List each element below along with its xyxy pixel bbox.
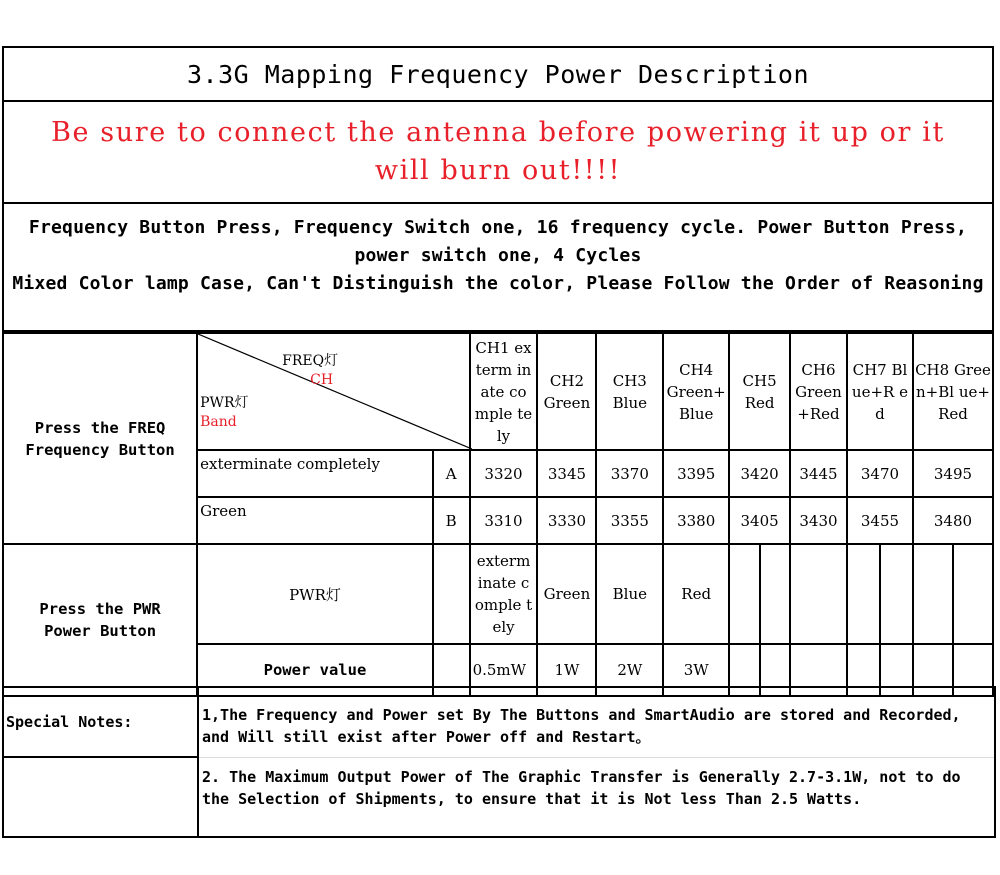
split-half xyxy=(954,545,992,643)
channel-header-text: CH2 Green xyxy=(543,371,591,412)
notes-label: Special Notes: xyxy=(3,687,198,757)
split-half xyxy=(881,545,912,643)
pwr-lamp-4: Red xyxy=(663,544,729,644)
split-cell xyxy=(730,545,789,643)
pwr-lamp-text: exterm inate comple tely xyxy=(474,552,533,636)
power-value-1: 0.5mW xyxy=(470,644,538,696)
band-b-label: B xyxy=(433,497,470,544)
freq-section-label xyxy=(3,333,197,544)
split-cell xyxy=(914,545,992,643)
band-b-lamp: Green xyxy=(197,497,433,544)
pwr-lamp-3: Blue xyxy=(596,544,663,644)
band-b-ch8: 3480 xyxy=(913,497,993,544)
freq-section-label-text: Press the FREQ Frequency Button xyxy=(25,418,175,459)
power-value-3: 2W xyxy=(596,644,663,696)
frequency-power-table xyxy=(2,332,994,697)
band-a-ch1: 3320 xyxy=(470,450,538,497)
band-b-ch3: 3355 xyxy=(596,497,663,544)
band-a-ch3: 3370 xyxy=(596,450,663,497)
band-a-ch4: 3395 xyxy=(663,450,729,497)
pwr-section-label-text: Press the PWR Power Button xyxy=(39,600,161,640)
power-value-label: Power value xyxy=(197,644,433,696)
pwr-lamp-1 xyxy=(470,544,538,644)
pwr-spacer-cell xyxy=(433,544,470,644)
channel-header-ch8 xyxy=(913,333,993,450)
band-b-ch2: 3330 xyxy=(537,497,596,544)
power-value-4: 3W xyxy=(663,644,729,696)
channel-header-text: CH7 Blue+R ed xyxy=(851,360,908,423)
channel-header-ch7 xyxy=(847,333,913,450)
pwr-empty-cell xyxy=(729,544,790,644)
ch-label: CH xyxy=(310,372,334,388)
channel-header-ch6 xyxy=(790,333,847,450)
diagonal-header-cell xyxy=(197,333,469,450)
channel-header-text: CH1 exterm inate comple tely xyxy=(474,338,533,445)
band-label: Band xyxy=(200,414,237,430)
pwr-empty-cell xyxy=(847,544,913,644)
note-2: 2. The Maximum Output Power of The Graphic Transfer is Generally 2.7-3.1W, not to do the Selection of Shipments, to ensure that it is Not less Than 2.5 Watts. xyxy=(198,757,995,837)
pwr-empty-cell xyxy=(913,544,993,644)
split-half xyxy=(761,545,789,643)
band-b-ch7: 3455 xyxy=(847,497,913,544)
pwr-lamp-2: Green xyxy=(537,544,596,644)
band-a-ch8: 3495 xyxy=(913,450,993,497)
band-b-ch5: 3405 xyxy=(729,497,790,544)
channel-header-ch5 xyxy=(729,333,790,450)
channel-header-text: CH5 Red xyxy=(742,371,777,412)
note-1: 1,The Frequency and Power set By The Buttons and SmartAudio are stored and Recorded, and Will still exist after Power off and Restart。 xyxy=(198,687,995,757)
power-value-2: 1W xyxy=(537,644,596,696)
pwr-empty-cell xyxy=(790,544,847,644)
split-cell xyxy=(848,545,912,643)
band-a-ch2: 3345 xyxy=(537,450,596,497)
channel-header-ch1 xyxy=(470,333,538,450)
info-box xyxy=(2,204,994,332)
band-a-lamp: exterminate completely xyxy=(197,450,433,497)
band-b-ch4: 3380 xyxy=(663,497,729,544)
channel-header-text: CH6 Green +Red xyxy=(795,360,842,423)
special-notes xyxy=(2,686,996,838)
channel-header-ch4 xyxy=(663,333,729,450)
channel-header-ch2 xyxy=(537,333,596,450)
warning-banner: Be sure to connect the antenna before powering it up or it will burn out!!!! xyxy=(2,100,994,204)
band-a-ch6: 3445 xyxy=(790,450,847,497)
freq-lamp-label: FREQ灯 xyxy=(282,353,339,369)
pwr-lamp-header: PWR灯 xyxy=(197,544,433,644)
band-a-label: A xyxy=(433,450,470,497)
channel-header-text: CH4 Green+ Blue xyxy=(666,360,726,423)
notes-label-spacer xyxy=(3,757,198,837)
info-line-2: Mixed Color lamp Case, Can't Distinguish the color, Please Follow the Order of Reasoning xyxy=(12,273,984,294)
channel-header-text: CH8 Green+Bl ue+Red xyxy=(915,360,991,423)
band-a-ch7: 3470 xyxy=(847,450,913,497)
split-divider xyxy=(730,545,760,643)
band-a-ch5: 3420 xyxy=(729,450,790,497)
split-divider xyxy=(914,545,954,643)
channel-header-ch3 xyxy=(596,333,663,450)
band-b-ch6: 3430 xyxy=(790,497,847,544)
page-title: 3.3G Mapping Frequency Power Description xyxy=(2,46,994,100)
pwr-section-label xyxy=(3,544,197,696)
channel-header-text: CH3 Blue xyxy=(612,371,647,412)
pwr-lamp-label: PWR灯 xyxy=(200,395,249,411)
band-b-ch1: 3310 xyxy=(470,497,538,544)
info-line-1: Frequency Button Press, Frequency Switch one, 16 frequency cycle. Power Button Press, power switch one, 4 Cycles xyxy=(28,217,968,266)
split-divider xyxy=(848,545,881,643)
